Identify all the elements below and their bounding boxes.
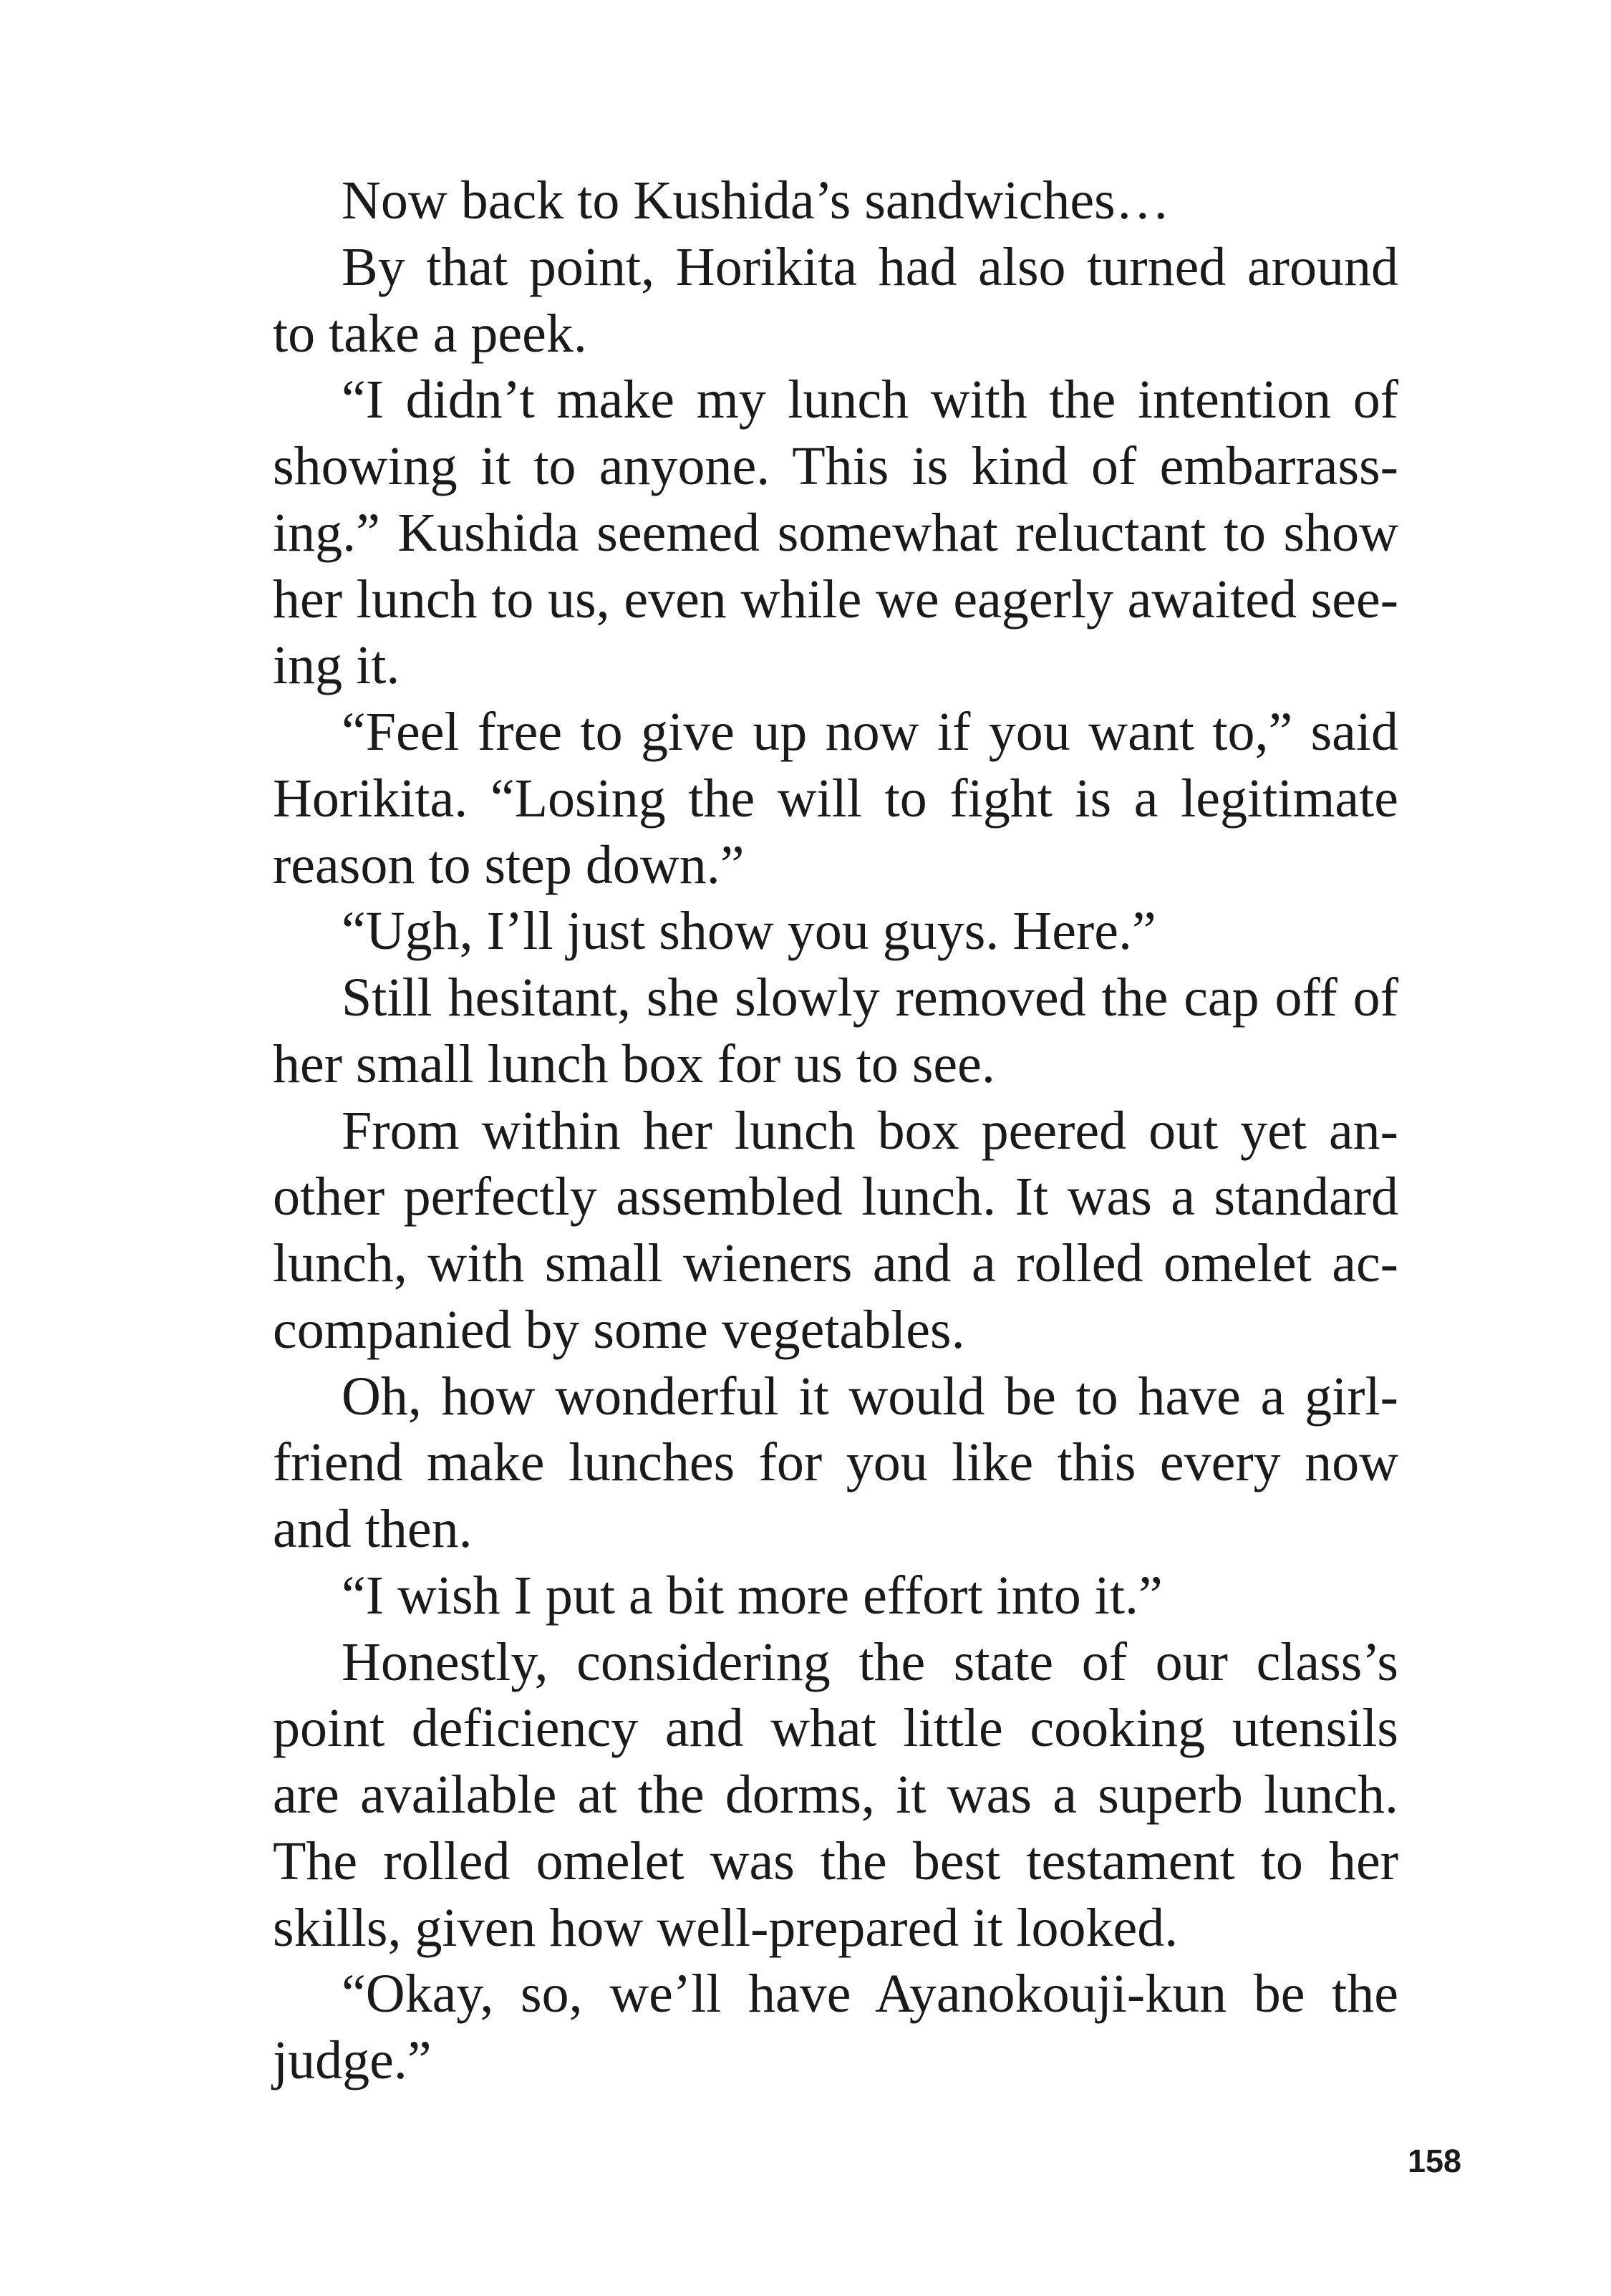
text-line: Horikita. “Losing the will to fight is a legitimate	[273, 768, 1398, 829]
text-line: point deficiency and what little cooking utensils	[273, 1698, 1398, 1759]
text-line: are available at the dorms, it was a superb lunch.	[273, 1765, 1398, 1825]
page-number: 158	[1408, 2143, 1462, 2179]
text-line: lunch, with small wieners and a rolled omelet ac-	[273, 1233, 1398, 1293]
text-line: “I wish I put a bit more effort into it.”	[342, 1565, 1163, 1626]
text-line: The rolled omelet was the best testament to her	[273, 1830, 1398, 1891]
text-line: reason to step down.”	[273, 834, 745, 895]
text-line: and then.	[273, 1499, 473, 1559]
text-block	[273, 168, 1398, 2094]
text-line: Oh, how wonderful it would be to have a girl-	[342, 1366, 1398, 1427]
text-line: her small lunch box for us to see.	[273, 1033, 995, 1094]
text-line: “Feel free to give up now if you want to,” said	[342, 702, 1398, 762]
text-line: “I didn’t make my lunch with the intention of	[342, 370, 1398, 430]
text-line: to take a peek.	[273, 303, 587, 364]
text-line: ing it.	[273, 635, 400, 696]
text-line: “Okay, so, we’ll have Ayanokouji-kun be the	[342, 1964, 1398, 2025]
text-line: ing.” Kushida seemed somewhat reluctant to show	[273, 502, 1398, 563]
text-line: Honestly, considering the state of our class’s	[342, 1631, 1398, 1692]
text-line: her lunch to us, even while we eagerly awaited see-	[273, 569, 1398, 630]
text-line: By that point, Horikita had also turned around	[342, 236, 1398, 297]
text-line: Still hesitant, she slowly removed the cap off of	[342, 968, 1398, 1028]
text-line: From within her lunch box peered out yet an-	[342, 1100, 1398, 1161]
text-line: other perfectly assembled lunch. It was a standard	[273, 1167, 1398, 1227]
text-line: friend make lunches for you like this every now	[273, 1432, 1398, 1493]
text-line: judge.”	[273, 2030, 432, 2090]
text-line: “Ugh, I’ll just show you guys. Here.”	[342, 901, 1156, 962]
text-line: skills, given how well-prepared it looked.	[273, 1897, 1179, 1958]
text-line: Now back to Kushida’s sandwiches…	[342, 170, 1170, 231]
text-line: showing it to anyone. This is kind of embarrass-	[273, 436, 1398, 496]
text-line: companied by some vegetables.	[273, 1299, 965, 1360]
